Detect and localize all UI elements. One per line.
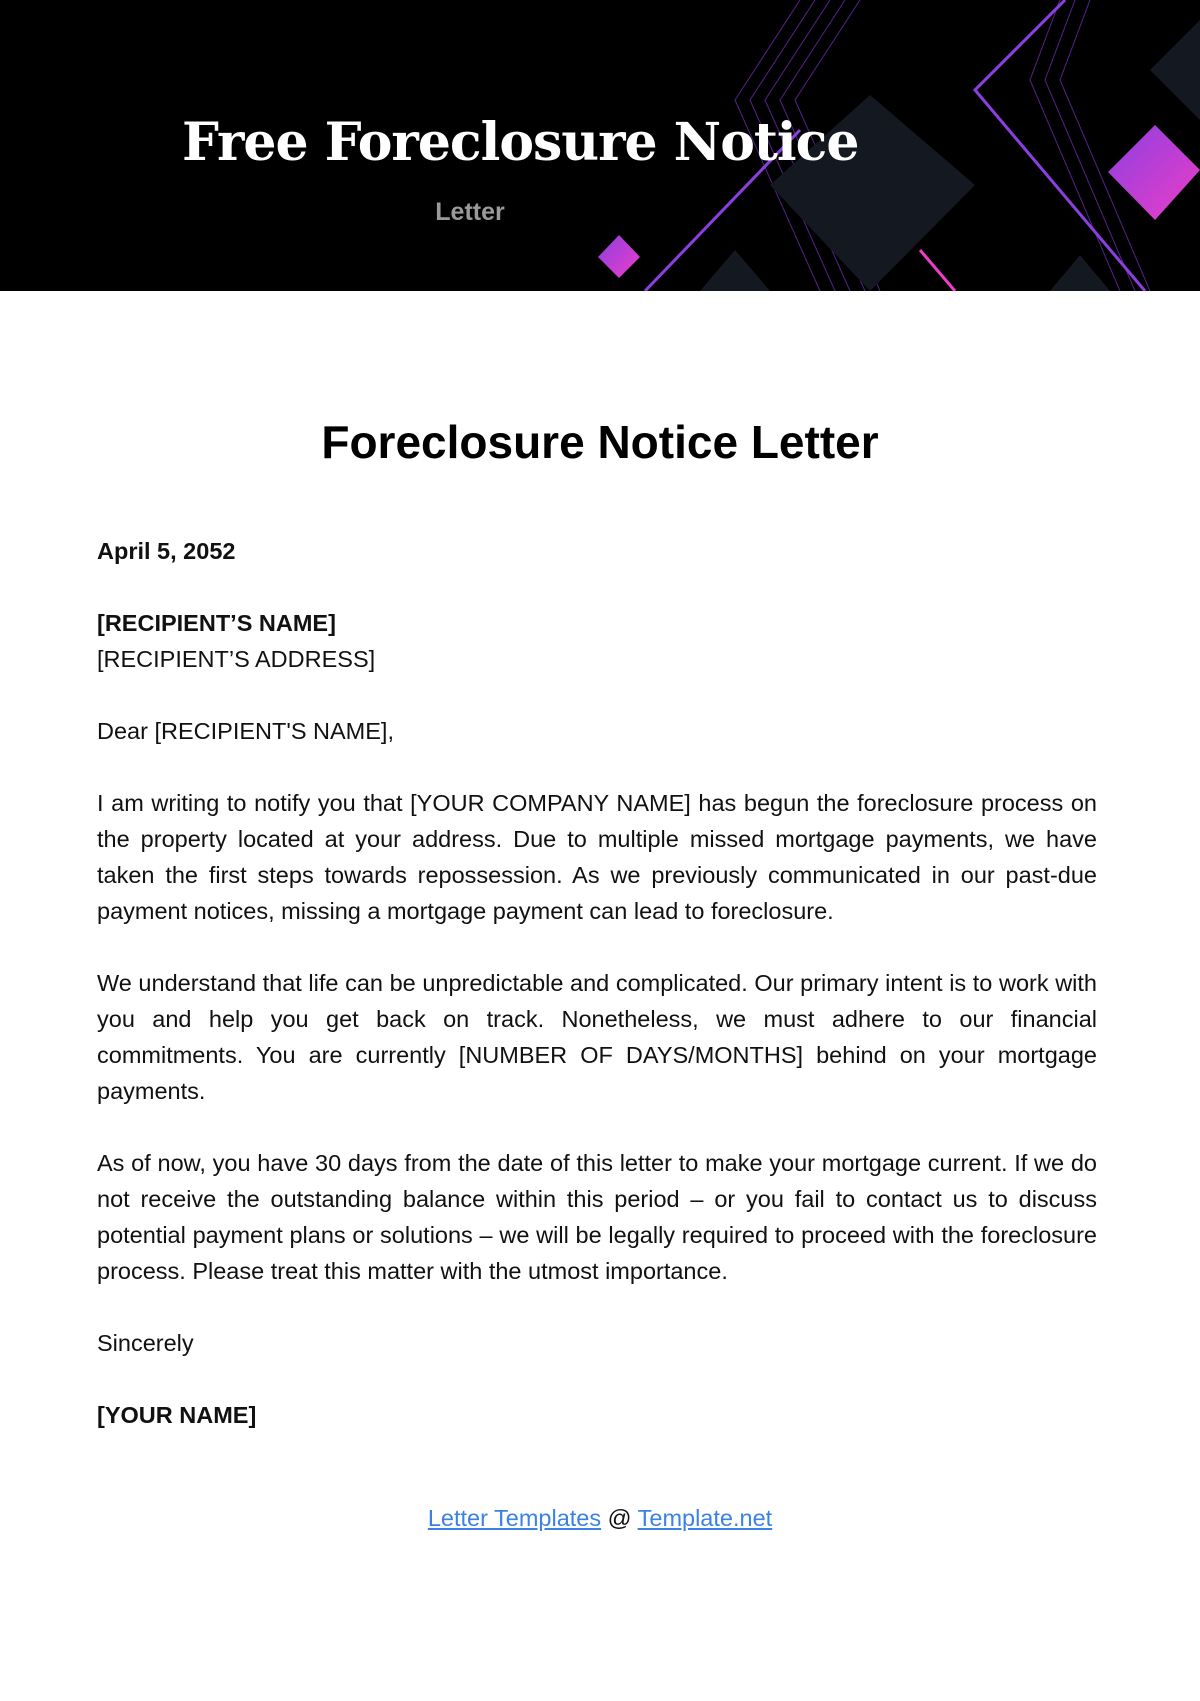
- letter-date: April 5, 2052: [97, 538, 236, 564]
- document-title: Foreclosure Notice Letter: [321, 416, 879, 468]
- letter-body: [97, 533, 1097, 1469]
- banner-subtitle: Letter: [435, 198, 505, 226]
- pink-diamond: [1108, 125, 1200, 220]
- paragraph-2: We understand that life can be unpredictable and complicated. Our primary intent is to work with you and help you get back on track. Nonetheless, we must adhere to our financial commitments. You are currently [NUMBER OF DAYS/MONTHS] behind on your mortgage payments.: [97, 970, 1097, 1104]
- closing: Sincerely: [97, 1330, 194, 1356]
- recipient-address: [RECIPIENT’S ADDRESS]: [97, 646, 376, 672]
- header-banner: [0, 0, 1200, 291]
- banner-title: Free Foreclosure Notice: [182, 112, 859, 173]
- at-separator: @: [607, 1505, 632, 1531]
- footer: [0, 1505, 1200, 1532]
- paragraph-3: As of now, you have 30 days from the date of this letter to make your mortgage current. If we do not receive the outstanding balance within this period – or you fail to contact us to discuss potential payment plans or solutions – we will be legally required to proceed with the foreclosure process. Please treat this matter with the utmost importance.: [97, 1150, 1097, 1284]
- small-pink-diamond: [598, 235, 640, 278]
- salutation: Dear [RECIPIENT'S NAME],: [97, 718, 394, 744]
- signature: [YOUR NAME]: [97, 1402, 257, 1428]
- paragraph-1: I am writing to notify you that [YOUR COMPANY NAME] has begun the foreclosure process on the property located at your address. Due to multiple missed mortgage payments, we have taken the first steps towards repossession. As we previously communicated in our past-due payment notices, missing a mortgage payment can lead to foreclosure.: [97, 790, 1097, 924]
- template-net-link[interactable]: Template.net: [637, 1505, 773, 1531]
- letter-templates-link[interactable]: Letter Templates: [427, 1505, 602, 1531]
- recipient-name: [RECIPIENT’S NAME]: [97, 610, 336, 636]
